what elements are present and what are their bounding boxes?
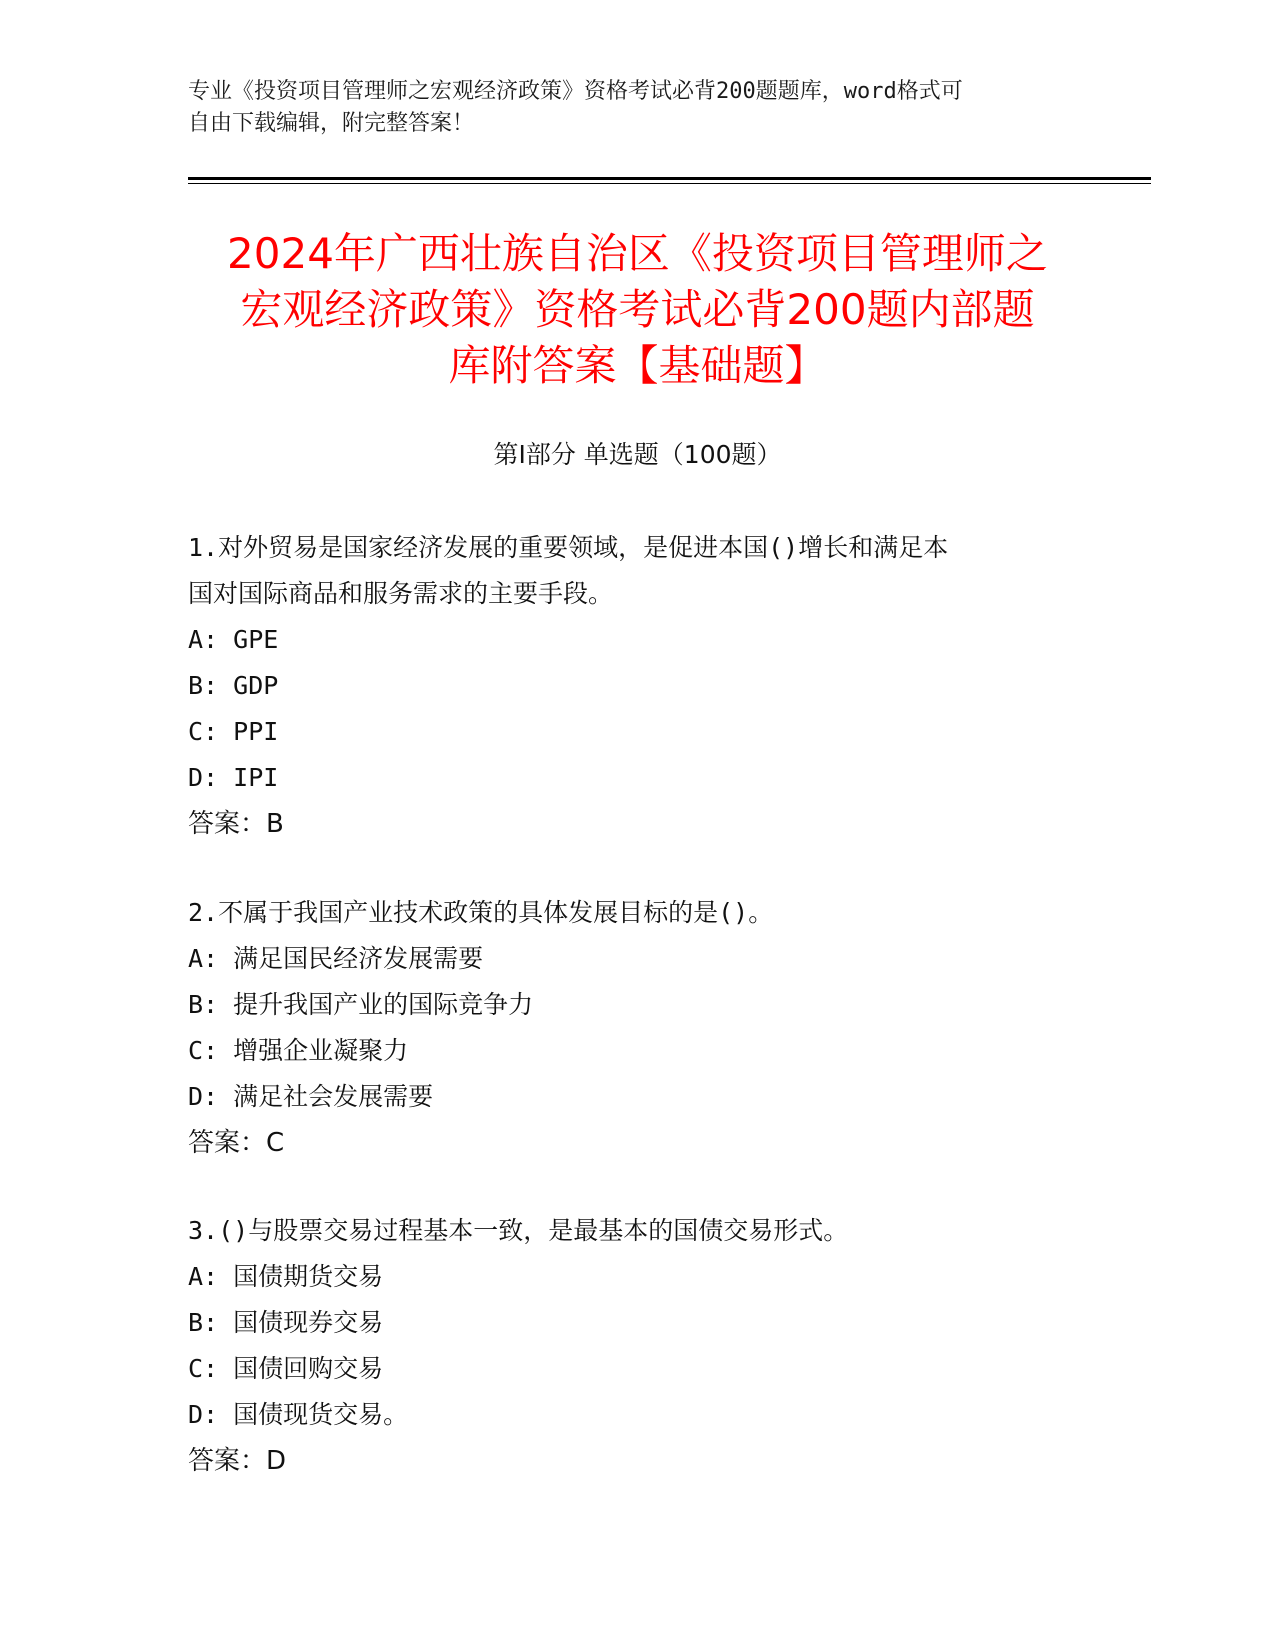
- option-d: D: 满足社会发展需要: [188, 1082, 434, 1111]
- option-a: A: 国债期货交易: [188, 1262, 384, 1291]
- option-d: D: IPI: [188, 763, 279, 792]
- question-stem: [188, 525, 1088, 617]
- title-line: 宏观经济政策》资格考试必背200题内部题: [240, 285, 1035, 334]
- question-item: [188, 890, 1088, 1166]
- question-item: [188, 1208, 1088, 1484]
- document-title: [160, 226, 1115, 394]
- answer-label: 答案：C: [188, 1128, 285, 1158]
- option-a: A: 满足国民经济发展需要: [188, 944, 484, 973]
- option-d: D: 国债现货交易。: [188, 1400, 409, 1429]
- header-note-line: 专业《投资项目管理师之宏观经济政策》资格考试必背200题题库，word格式可: [188, 79, 963, 104]
- option-b: B: 提升我国产业的国际竞争力: [188, 990, 534, 1019]
- question-stem: [188, 890, 1088, 936]
- header-divider-thick: [188, 177, 1151, 180]
- option-b: B: GDP: [188, 671, 279, 700]
- answer-label: 答案：D: [188, 1446, 287, 1476]
- header-note-line: 自由下载编辑，附完整答案！: [188, 111, 475, 136]
- question-stem-line: 国对国际商品和服务需求的主要手段。: [188, 579, 614, 608]
- option-c: C: 国债回购交易: [188, 1354, 384, 1383]
- question-item: [188, 525, 1088, 847]
- question-stem: [188, 1208, 1088, 1254]
- header-divider-thin: [188, 183, 1151, 184]
- option-c: C: PPI: [188, 717, 279, 746]
- option-b: B: 国债现券交易: [188, 1308, 384, 1337]
- option-c: C: 增强企业凝聚力: [188, 1036, 409, 1065]
- header-note: [188, 76, 1068, 140]
- section-heading: 第I部分 单选题（100题）: [493, 440, 782, 469]
- title-line: 2024年广西壮族自治区《投资项目管理师之: [227, 229, 1048, 278]
- question-stem-line: 2.不属于我国产业技术政策的具体发展目标的是()。: [188, 898, 774, 927]
- answer-label: 答案：B: [188, 809, 284, 839]
- question-stem-line: 1.对外贸易是国家经济发展的重要领域，是促进本国()增长和满足本: [188, 533, 949, 562]
- option-a: A: GPE: [188, 625, 279, 654]
- question-stem-line: 3.()与股票交易过程基本一致，是最基本的国债交易形式。: [188, 1216, 849, 1245]
- title-line: 库附答案【基础题】: [448, 341, 827, 390]
